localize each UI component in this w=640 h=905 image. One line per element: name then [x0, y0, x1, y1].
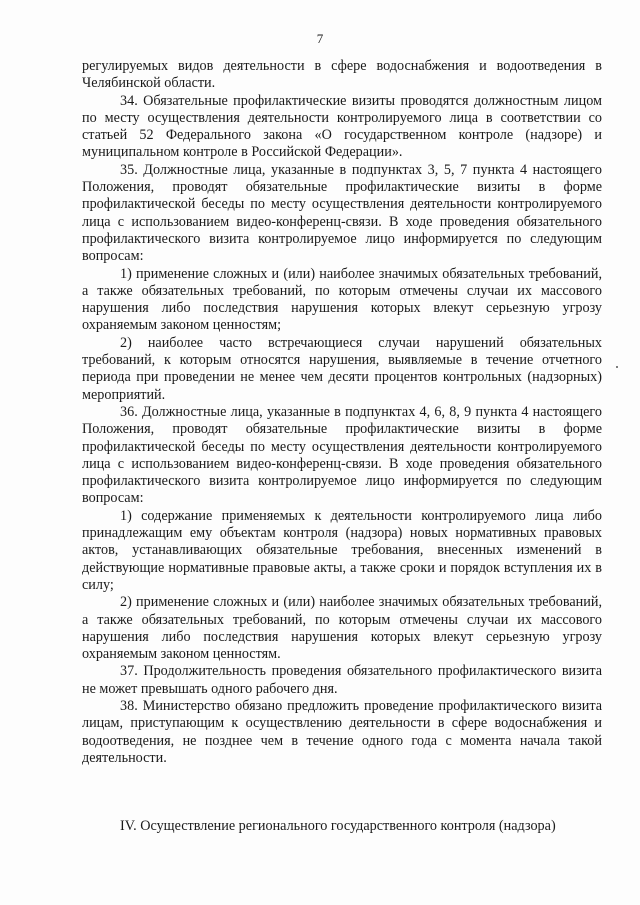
- paragraph-36-item-1: 1) содержание применяемых к деятельности контролируемого лица либо принадлежащим ему объектам контроля (надзора) новых нормативных правовых актов, устанавливающих обязательные требования, внесенных изменений в действующие нормативные правовые акты, а также сроки и порядок вступления их в силу;: [82, 507, 602, 593]
- paragraph-35: 35. Должностные лица, указанные в подпунктах 3, 5, 7 пункта 4 настоящего Положения, проводят обязательные профилактические визиты в форме профилактической беседы по месту осуществления деятельности контролируемого лица с использованием видео-конференц-связи. В ходе проведения обязательного профилактического визита контролируемое лицо информируется по следующим вопросам:: [82, 161, 602, 265]
- paragraph-36: 36. Должностные лица, указанные в подпунктах 4, 6, 8, 9 пункта 4 настоящего Положения, проводят обязательные профилактические визиты в форме профилактической беседы по месту осуществления деятельности контролируемого лица с использованием видео-конференц-связи. В ходе проведения обязательного профилактического визита контролируемое лицо информируется по следующим вопросам:: [82, 403, 602, 507]
- page-number: 7: [316, 31, 324, 46]
- paragraph-continuation: регулируемых видов деятельности в сфере водоснабжения и водоотведения в Челябинской области.: [82, 58, 602, 92]
- scan-speck: [616, 366, 618, 368]
- paragraph-35-item-2: 2) наиболее часто встречающиеся случаи нарушений обязательных требований, к которым относятся нарушения, выявляемые в течение отчетного периода при проведении не менее чем десяти процентов контрольных (надзорных) мероприятий.: [82, 334, 602, 403]
- paragraph-38: 38. Министерство обязано предложить проведение профилактического визита лицам, приступающим к осуществлению деятельности в сфере водоснабжения и водоотведения, не позднее чем в течение одного года с момента начала такой деятельности.: [82, 697, 602, 766]
- paragraph-36-item-2: 2) применение сложных и (или) наиболее значимых обязательных требований, а также обязательных требований, по которым отмечены случаи их массового нарушения либо последствия нарушения которых влекут серьезную угрозу охраняемым законом ценностям.: [82, 594, 602, 663]
- paragraph-34: 34. Обязательные профилактические визиты проводятся должностным лицом по месту осуществления деятельности контролируемого лица в соответствии со статьей 52 Федерального закона «О государственном контроле (надзоре) и муниципальном контроле в Российской Федерации».: [82, 92, 602, 161]
- section-heading: IV. Осуществление регионального государственного контроля (надзора): [120, 818, 556, 834]
- paragraph-37: 37. Продолжительность проведения обязательного профилактического визита не может превышать одного рабочего дня.: [82, 663, 602, 697]
- paragraph-35-item-1: 1) применение сложных и (или) наиболее значимых обязательных требований, а также обязательных требований, по которым отмечены случаи их массового нарушения либо последствия нарушения которых влекут серьезную угрозу охраняемым законом ценностям;: [82, 265, 602, 334]
- document-body: [82, 58, 602, 767]
